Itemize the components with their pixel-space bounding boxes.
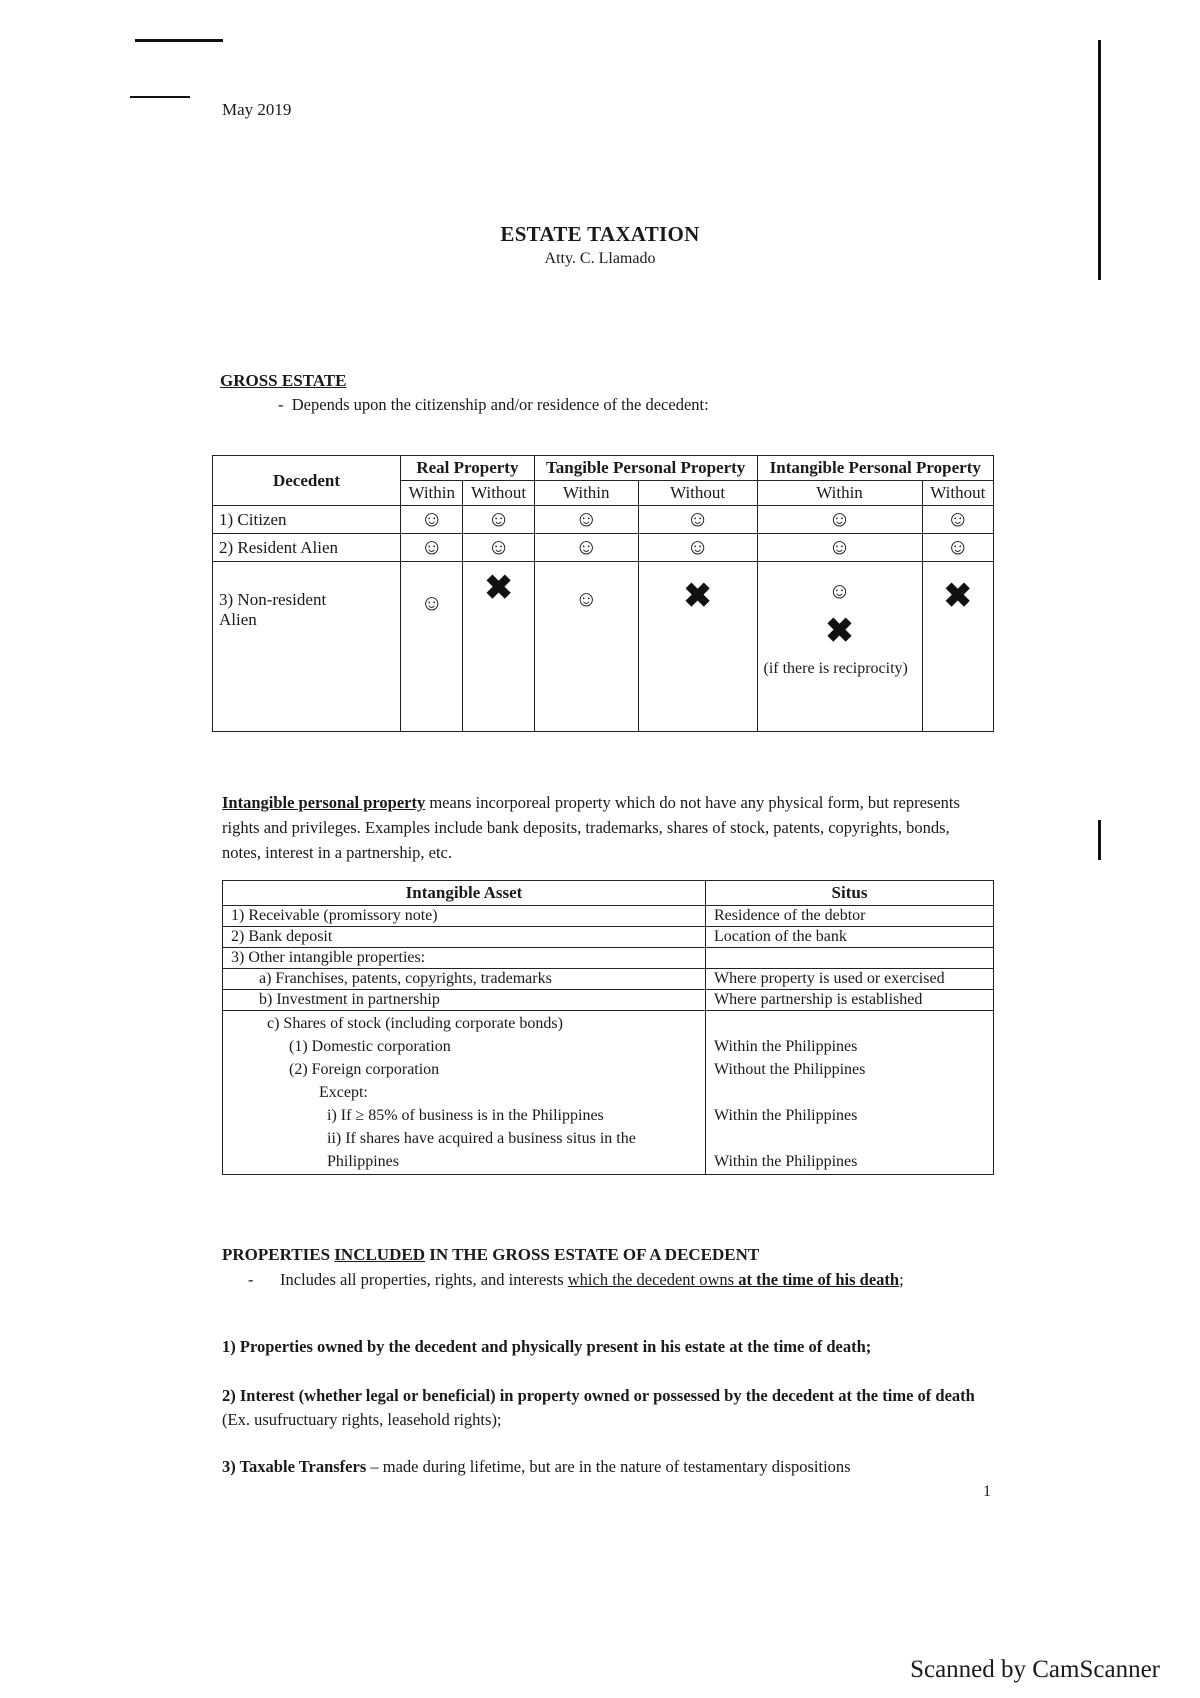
subheader-within: Within [534,481,638,506]
item-part: 2) Interest (whether legal or beneficial) in property owned or possessed by the decedent at the time of death [222,1386,975,1405]
included-bullet [248,1268,993,1292]
definition-text: means incorporeal property which do not have any physical form, but represents rights and privileges. Examples include bank deposits, trademarks, shares of stock, patents, copyrights, bonds, notes, interest in a partnership, etc. [222,793,960,862]
shares-heading: c) Shares of stock (including corporate bonds) [267,1015,563,1032]
situs-cell: Location of the bank [706,927,994,948]
scan-artifact-line [135,39,223,42]
exception-i: i) If ≥ 85% of business is in the Philippines [327,1107,604,1124]
smiley-icon: ☺ [487,506,510,531]
situs-foreign: Without the Philippines [714,1061,866,1078]
row-label: 2) Resident Alien [213,534,401,562]
subheader-without: Without [463,481,534,506]
bullet-dash: - [248,1270,254,1289]
situs-exception-ii: Within the Philippines [714,1153,858,1170]
heading-part: IN THE GROSS ESTATE OF A DECEDENT [424,1245,760,1264]
document-author: Atty. C. Llamado [544,250,656,267]
table-row [213,562,994,732]
table-row [223,906,994,927]
camscanner-watermark: Scanned by CamScanner [910,1656,1160,1683]
shares-asset-cell [223,1011,706,1175]
table-row [223,969,994,990]
domestic-corporation: (1) Domestic corporation [289,1038,451,1055]
table-row [223,1011,994,1175]
item-part: (Ex. usufructuary rights, leasehold rights); [222,1410,502,1429]
gross-estate-heading: GROSS ESTATE [220,371,347,390]
bullet-text: Depends upon the citizenship and/or residence of the decedent: [291,395,709,414]
asset-cell: b) Investment in partnership [223,990,706,1011]
bullet-part: which the decedent owns [567,1270,735,1289]
x-mark-icon: ✖ [943,578,973,615]
scan-artifact-line [1098,820,1101,860]
subheader-without: Without [638,481,757,506]
header-intangible-asset: Intangible Asset [223,881,706,906]
page-number: 1 [983,1483,991,1500]
asset-cell: 1) Receivable (promissory note) [223,906,706,927]
smiley-icon: ☺ [420,534,443,559]
x-mark-icon: ✖ [825,613,854,650]
asset-cell: 2) Bank deposit [223,927,706,948]
included-item-1: 1) Properties owned by the decedent and physically present in his estate at the time of death; [222,1337,872,1356]
included-heading [222,1245,759,1265]
table-row [213,506,994,534]
table-row [223,948,994,969]
header-tangible-property: Tangible Personal Property [534,456,757,481]
subheader-within: Within [757,481,922,506]
except-label: Except: [319,1084,368,1101]
asset-cell: a) Franchises, patents, copyrights, trademarks [223,969,706,990]
item-part: 3) Taxable Transfers [222,1457,367,1476]
definition-term: Intangible personal property [222,793,426,812]
smiley-icon: ☺ [686,506,709,531]
smiley-icon: ☺ [946,534,970,559]
situs-table [222,880,994,1175]
included-bullet-text [248,1268,993,1292]
situs-exception-i: Within the Philippines [714,1107,858,1124]
table-row [213,534,994,562]
reciprocity-note: (if there is reciprocity) [763,660,908,677]
smiley-icon: ☺ [828,506,851,531]
smiley-icon: ☺ [420,590,443,615]
included-item-2 [222,1384,997,1432]
scan-artifact-line [130,96,190,98]
bullet-part: Includes all properties, rights, and interests [280,1270,568,1289]
smiley-icon: ☺ [686,534,709,559]
situs-cell: Where property is used or exercised [706,969,994,990]
header-real-property: Real Property [401,456,535,481]
smiley-icon: ☺ [487,534,510,559]
smiley-icon: ☺ [420,506,443,531]
bullet-part: at the time of his death [734,1270,900,1289]
document-date: May 2019 [222,100,292,119]
smiley-icon: ☺ [828,534,851,559]
header-situs: Situs [706,881,994,906]
item-part: – made during lifetime, but are in the nature of testamentary dispositions [366,1457,851,1476]
asset-cell: 3) Other intangible properties: [223,948,706,969]
bullet-dash: - [278,395,292,414]
shares-situs-cell [706,1011,994,1175]
subheader-without: Without [922,481,993,506]
table-row [223,990,994,1011]
exception-ii: ii) If shares have acquired a business situs in the Philippines [327,1130,636,1170]
heading-part: INCLUDED [334,1245,425,1264]
smiley-icon: ☺ [828,578,851,603]
subheader-within: Within [401,481,463,506]
included-item-3 [222,1455,997,1479]
header-decedent: Decedent [213,456,401,506]
heading-part: PROPERTIES [222,1245,335,1264]
smiley-icon: ☺ [575,534,598,559]
row-label: 3) Non-resident Alien [213,562,401,732]
decedent-table [212,455,994,732]
header-intangible-property: Intangible Personal Property [757,456,994,481]
smiley-icon: ☺ [575,586,598,611]
smiley-icon: ☺ [946,506,970,531]
situs-cell [706,948,994,969]
situs-cell: Where partnership is established [706,990,994,1011]
situs-domestic: Within the Philippines [714,1038,858,1055]
gross-estate-bullet [278,392,709,417]
bullet-part: ; [899,1270,904,1289]
foreign-corporation: (2) Foreign corporation [289,1061,440,1078]
intangible-definition [222,790,992,865]
row-label: 1) Citizen [213,506,401,534]
x-mark-icon: ✖ [683,578,712,615]
smiley-icon: ☺ [575,506,598,531]
document-title: ESTATE TAXATION [500,222,700,246]
table-row [223,927,994,948]
x-mark-icon: ✖ [484,570,513,607]
situs-cell: Residence of the debtor [706,906,994,927]
